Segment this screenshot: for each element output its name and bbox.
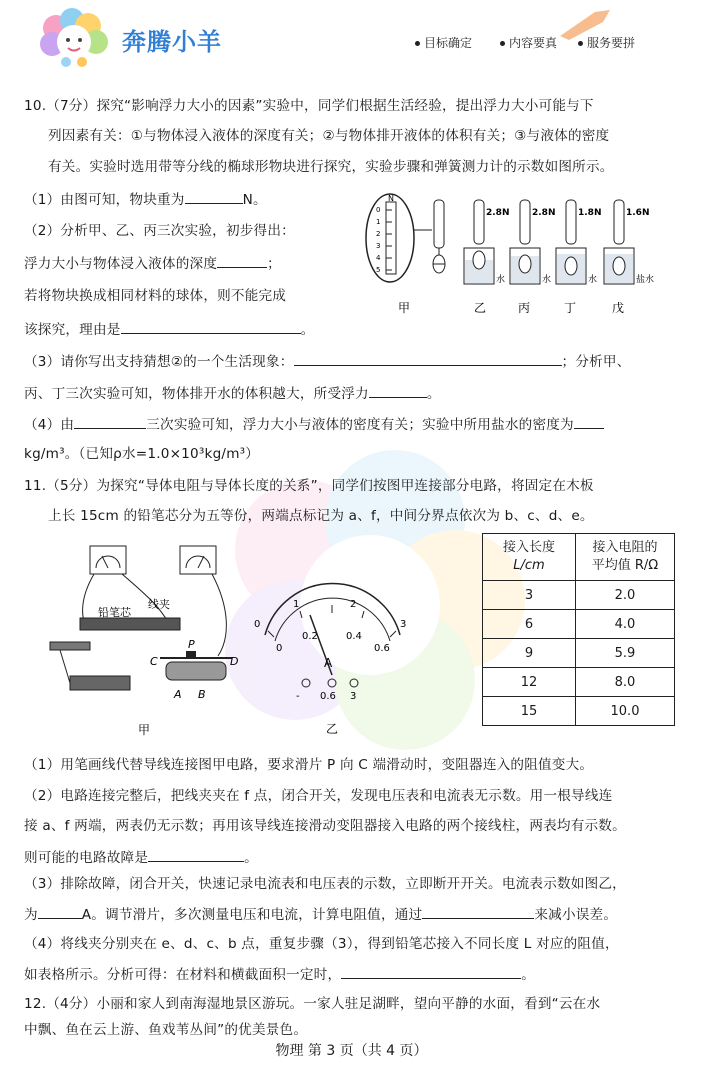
svg-text:水: 水	[542, 275, 552, 285]
q11-part2-a: （2）电路连接完整后，把线夹夹在 f 点，闭合开关，发现电压表和电流表无示数。用一根导线连	[24, 788, 613, 804]
q11-part2-b: 接 a、f 两端，两表仍无示数；再用该导线连接滑动变阻器接入电路的两个接线柱，两表均有示数。	[24, 818, 626, 834]
q11-part4-b: 如表格所示。分析可得：在材料和横截面积一定时， 。	[24, 964, 535, 985]
caption-ding: 丁	[564, 301, 577, 315]
q10-part3-b: 丙、丁三次实验可知，物体排开水的体积越大，所受浮力 。	[24, 383, 441, 404]
svg-text:5: 5	[376, 266, 381, 274]
svg-text:水: 水	[588, 275, 598, 285]
answer-blank[interactable]	[422, 904, 534, 919]
reading-yi: 2.8N	[486, 208, 510, 218]
q10-part2-a: （2）分析甲、乙、丙三次实验，初步得出：	[24, 223, 295, 239]
caption-yi: 乙	[474, 301, 487, 315]
nav-item-content: 内容要真	[500, 34, 557, 51]
q11-part2-c: 则可能的电路故障是 。	[24, 847, 258, 868]
svg-text:0: 0	[276, 643, 283, 654]
q10-part4-a: （4）由 三次实验可知，浮力大小与液体的密度有关；实验中所用盐水的密度为	[24, 414, 604, 435]
q11-part1: （1）用笔画线代替导线连接图甲电路，要求滑片 P 向 C 端滑动时，变阻器连入的阻值变大。	[24, 757, 594, 773]
svg-text:A: A	[174, 688, 182, 701]
table-row: 9 5.9	[483, 639, 675, 668]
table-header-length: 接入长度 L/cm	[483, 534, 576, 581]
svg-text:4: 4	[376, 254, 381, 262]
svg-text:0.2: 0.2	[302, 631, 318, 642]
svg-text:P: P	[188, 638, 195, 651]
answer-blank[interactable]	[74, 414, 146, 429]
answer-blank[interactable]	[121, 319, 301, 334]
ammeter-unit: A	[324, 656, 333, 670]
table-row: 6 4.0	[483, 610, 675, 639]
answer-blank[interactable]	[574, 414, 604, 429]
q10-part4-b: kg/m³。（已知ρ水=1.0×10³kg/m³）	[24, 446, 260, 462]
q12-line-1: 12.（4分）小丽和家人到南海湿地景区游玩。一家人驻足湖畔，望向平静的水面，看到“云在水	[24, 996, 601, 1012]
answer-blank[interactable]	[294, 351, 562, 366]
answer-blank[interactable]	[148, 847, 244, 862]
page-header	[0, 0, 703, 80]
svg-text:3: 3	[400, 619, 407, 630]
svg-text:3: 3	[350, 691, 357, 702]
page-footer: 物理 第 3 页（共 4 页）	[275, 1043, 428, 1059]
svg-text:3: 3	[376, 242, 381, 250]
table-row: 12 8.0	[483, 668, 675, 697]
q10-part2-d: 该探究，理由是 。	[24, 319, 314, 340]
q10-part3-a: （3）请你写出支持猜想②的一个生活现象： ；分析甲、	[24, 351, 631, 372]
reading-ding: 1.8N	[578, 208, 602, 218]
table-header-resistance: 接入电阻的 平均值 R/Ω	[576, 534, 675, 581]
ammeter-figure-yi	[250, 599, 420, 740]
table-row: 3 2.0	[483, 581, 675, 610]
pencil-lead-label: 铅笔芯	[98, 606, 131, 619]
wire-clip-label: 线夹	[148, 598, 170, 611]
q11-part4-a: （4）将线夹分别夹在 e、d、c、b 点，重复步骤（3），得到铅笔芯接入不同长度 L 对应的阻值，	[24, 936, 619, 952]
svg-text:1: 1	[376, 218, 381, 226]
svg-text:0.4: 0.4	[346, 631, 362, 642]
q10-part2-c: 若将物块换成相同材料的球体，则不能完成	[24, 288, 287, 304]
svg-text:-: -	[296, 691, 300, 702]
q11-line-1: 11.（5分）为探究“导体电阻与导体长度的关系”，同学们按图甲连接部分电路，将固定在木板	[24, 478, 594, 494]
answer-blank[interactable]	[185, 189, 243, 204]
q11-part3-b: 为 A。调节滑片，多次测量电压和电流，计算电阻值，通过 来减小误差。	[24, 904, 617, 925]
svg-text:盐水: 盐水	[636, 275, 655, 285]
answer-blank[interactable]	[369, 383, 427, 398]
svg-text:1: 1	[293, 599, 300, 610]
q10-line-2: 列因素有关：①与物体浸入液体的深度有关；②与物体排开液体的体积有关；③与液体的密度	[48, 128, 610, 144]
reading-bing: 2.8N	[532, 208, 556, 218]
brand-name: 奔腾小羊	[122, 28, 222, 56]
reading-wu: 1.6N	[626, 208, 650, 218]
buoyancy-experiment-figure	[360, 190, 680, 325]
caption-yi: 乙	[326, 722, 339, 736]
answer-blank[interactable]	[217, 253, 267, 268]
scale-unit-label: N	[388, 194, 394, 203]
answer-blank[interactable]	[38, 904, 82, 919]
svg-text:2: 2	[350, 599, 357, 610]
resistance-table	[482, 533, 675, 726]
caption-jia: 甲	[138, 723, 151, 737]
q10-part2-b: 浮力大小与物体浸入液体的深度 ；	[24, 253, 281, 274]
brand-logo-icon	[36, 6, 118, 68]
svg-text:水: 水	[496, 275, 506, 285]
caption-bing: 丙	[518, 301, 531, 315]
svg-text:C: C	[150, 655, 158, 668]
nav-item-goal: 目标确定	[415, 34, 472, 51]
caption-jia: 甲	[398, 301, 411, 315]
svg-text:0: 0	[376, 206, 381, 214]
q10-line-1: 10.（7分）探究“影响浮力大小的因素”实验中，同学们根据生活经验，提出浮力大小可能与下	[24, 98, 594, 114]
svg-text:0.6: 0.6	[374, 643, 390, 654]
svg-text:2: 2	[376, 230, 381, 238]
svg-text:0: 0	[254, 619, 261, 630]
nav-item-service: 服务要拼	[578, 34, 635, 51]
svg-text:B: B	[198, 688, 206, 701]
q11-line-2: 上长 15cm 的铅笔芯分为五等份，两端点标记为 a、f，中间分界点依次为 b、c、d、e。	[48, 508, 594, 524]
q10-part1: （1）由图可知，物块重为 N。	[24, 189, 267, 210]
answer-blank[interactable]	[341, 964, 521, 979]
q12-line-2: 中飘、鱼在云上游、鱼戏苇丛间”的优美景色。	[24, 1022, 308, 1038]
table-row: 15 10.0	[483, 697, 675, 726]
caption-wu: 戊	[612, 301, 625, 315]
q11-part3-a: （3）排除故障，闭合开关，快速记录电流表和电压表的示数，立即断开开关。电流表示数如图乙，	[24, 876, 626, 892]
svg-text:0.6: 0.6	[320, 691, 336, 702]
svg-text:D: D	[230, 655, 239, 668]
circuit-figure-jia	[40, 538, 260, 738]
q10-line-3: 有关。实验时选用带等分线的椭球形物块进行探究，实验步骤和弹簧测力计的示数如图所示。	[48, 159, 614, 175]
